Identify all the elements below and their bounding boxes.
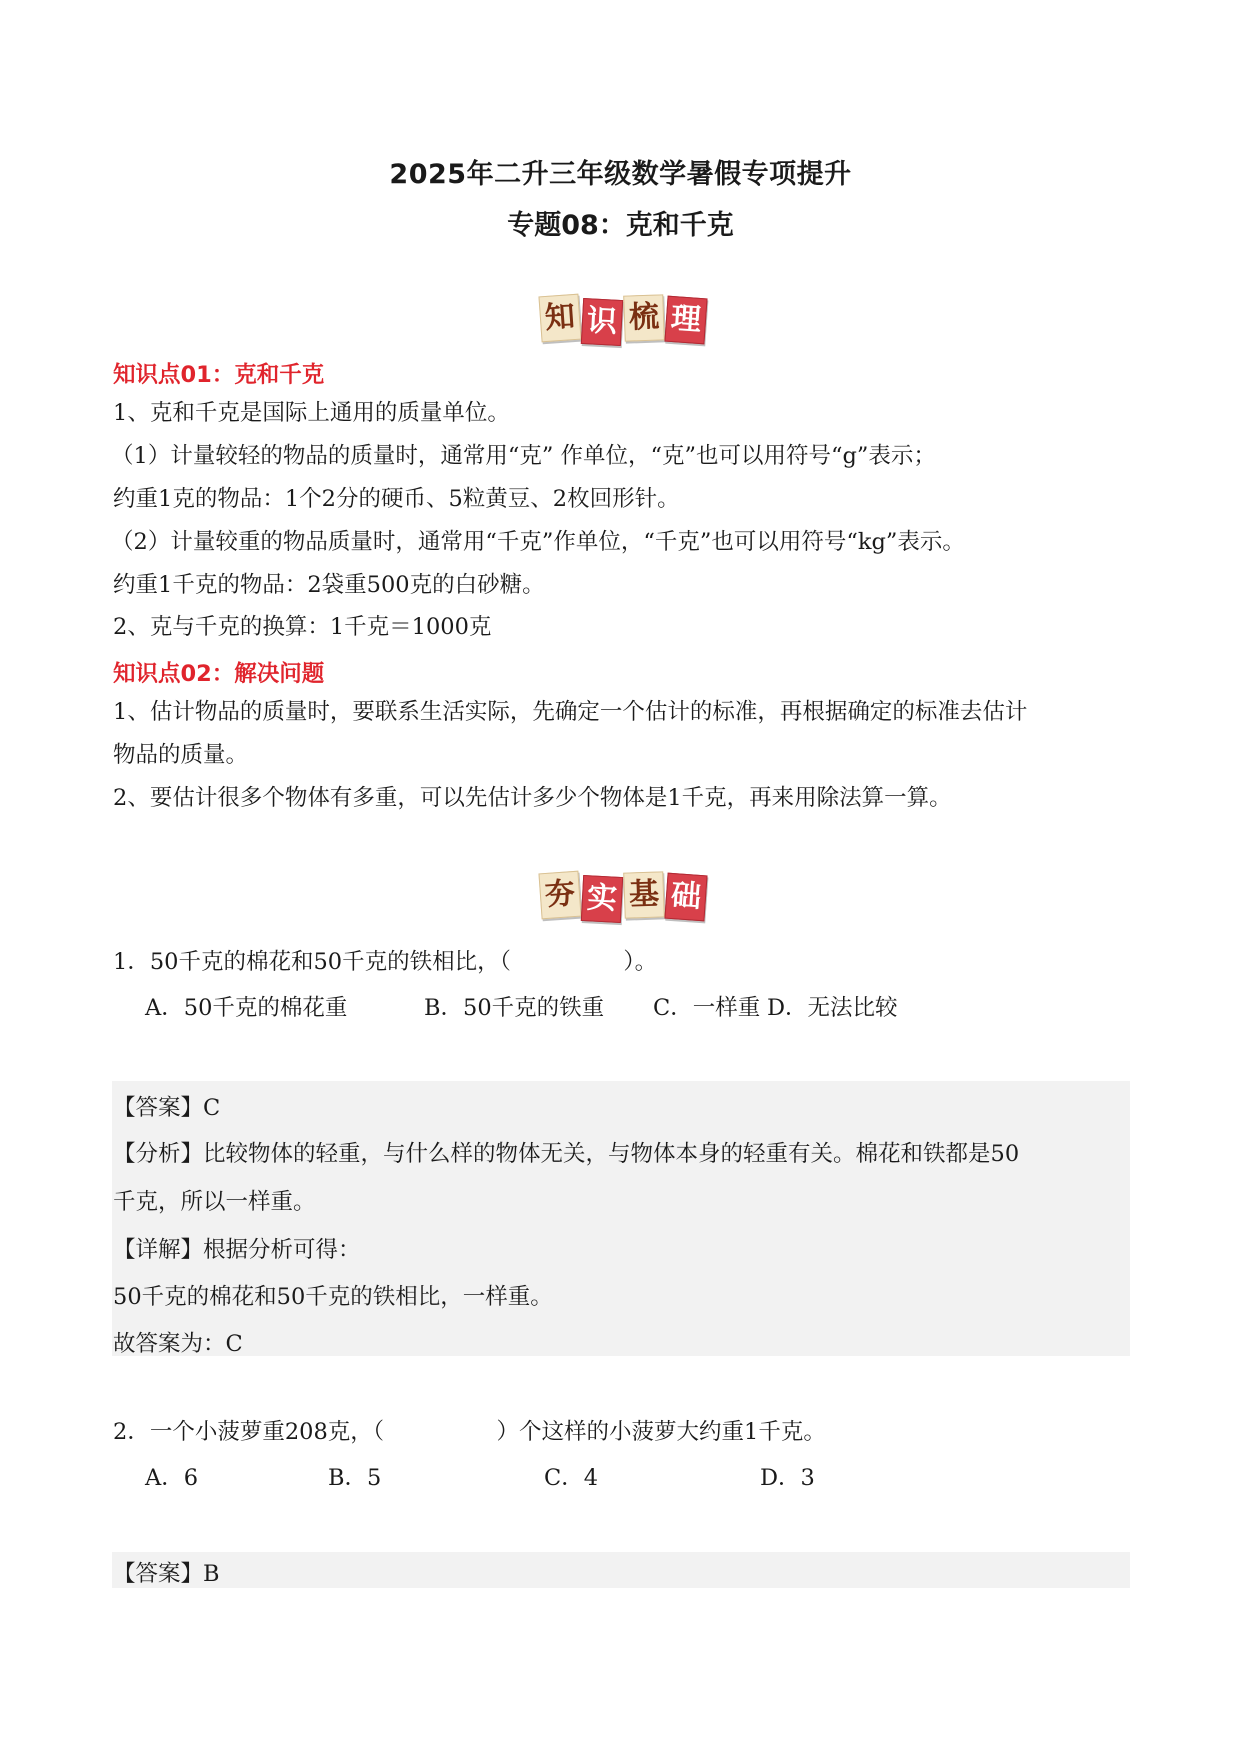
text-line: 约重1克的物品：1个2分的硬币、5粒黄豆、2枚回形针。	[113, 486, 680, 512]
final-answer-line: 故答案为：C	[113, 1331, 243, 1357]
answer-line: 【答案】C	[113, 1095, 221, 1121]
option-c: C．一样重	[653, 995, 761, 1021]
banner-tile: 理	[664, 296, 707, 345]
section-banner-foundation	[540, 870, 710, 922]
knowledge-point-heading: 知识点02：解决问题	[113, 661, 325, 687]
text-line: 1、克和千克是国际上通用的质量单位。	[113, 400, 510, 426]
text-line: 约重1千克的物品：2袋重500克的白砂糖。	[113, 572, 545, 598]
option-d: D．无法比较	[767, 995, 898, 1021]
text-line: 2、要估计很多个物体有多重，可以先估计多少个物体是1千克，再来用除法算一算。	[113, 785, 952, 811]
text-line: 1、估计物品的质量时，要联系生活实际，先确定一个估计的标准，再根据确定的标准去估计	[113, 699, 1028, 725]
text-line: 物品的质量。	[113, 742, 249, 768]
banner-tile: 识	[581, 298, 623, 346]
text-line: （2）计量较重的物品质量时，通常用“千克”作单位，“千克”也可以用符号“kg”表示。	[111, 529, 965, 555]
knowledge-point-heading: 知识点01：克和千克	[113, 362, 325, 388]
option-d: D．3	[760, 1465, 815, 1491]
explanation-line: 【详解】根据分析可得：	[113, 1237, 361, 1263]
document-subtitle: 专题08：克和千克	[507, 210, 734, 241]
banner-tile: 基	[623, 871, 665, 918]
text-line: （1）计量较轻的物品的质量时，通常用“克” 作单位，“克”也可以用符号“g”表示；	[111, 443, 936, 469]
analysis-line: 千克，所以一样重。	[113, 1189, 316, 1215]
answer-line: 【答案】B	[113, 1561, 220, 1587]
answer-box	[112, 1552, 1130, 1588]
explanation-line: 50千克的棉花和50千克的铁相比，一样重。	[113, 1284, 553, 1310]
option-b: B．5	[328, 1465, 382, 1491]
analysis-line: 【分析】比较物体的轻重，与什么样的物体无关，与物体本身的轻重有关。棉花和铁都是50	[113, 1141, 1020, 1167]
question-stem: 1．50千克的棉花和50千克的铁相比，（ ）。	[113, 949, 658, 975]
banner-tile: 梳	[623, 294, 665, 341]
banner-tile: 础	[664, 873, 707, 922]
banner-tile: 知	[538, 294, 581, 343]
section-banner-knowledge	[540, 293, 710, 345]
banner-tile: 夯	[538, 871, 581, 920]
text-line: 2、克与千克的换算：1千克＝1000克	[113, 614, 492, 640]
question-stem: 2．一个小菠萝重208克，（ ）个这样的小菠萝大约重1千克。	[113, 1419, 826, 1445]
answer-box	[112, 1081, 1130, 1356]
document-title: 2025年二升三年级数学暑假专项提升	[389, 159, 852, 190]
option-a: A．6	[145, 1465, 199, 1491]
option-b: B．50千克的铁重	[424, 995, 605, 1021]
option-a: A．50千克的棉花重	[145, 995, 348, 1021]
banner-tile: 实	[581, 875, 623, 923]
option-c: C．4	[544, 1465, 599, 1491]
